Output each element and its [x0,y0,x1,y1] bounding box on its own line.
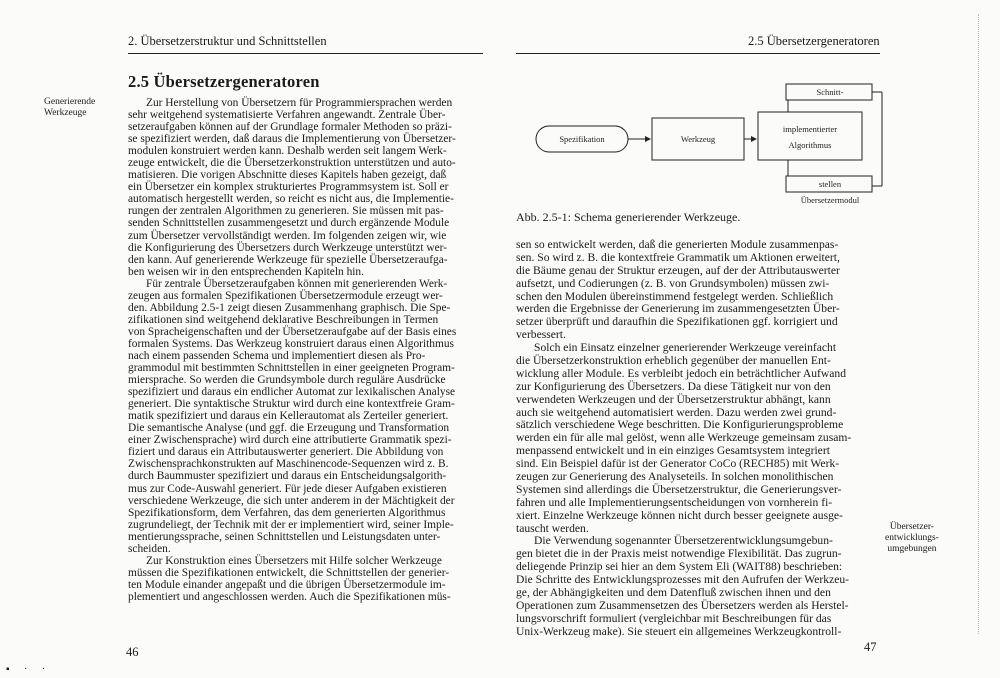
algorithm-label-1: implementierter [782,124,838,134]
text-line: generiert. Die syntaktische Struktur wird durch eine kontextfreie Gram- [128,398,455,411]
text-line: Operationen zum Zusammensetzen des Übersetzers werden als Herstel- [516,598,849,612]
right-running-head: 2.5 Übersetzergeneratoren [748,34,880,48]
text-line: menpassend entwickelt und in ein einziges Gesamtsystem integriert [516,444,830,458]
text-line: plementiert und angeschlossen werden. Auch die Spezifikationen müs- [128,590,451,603]
text-line: xiert. Einzelne Werkzeuge können nicht durch besser geeignete ausge- [516,508,843,522]
text-line: verwendeten Werkzeugen und der Übersetzerstruktur abhängt, kann [516,392,831,406]
spec-label: Spezifikation [559,134,605,144]
left-margin-note [44,97,95,119]
text-line: sätzlich verschiedene Wege beschritten. Die Konfigurierungsprobleme [516,418,844,432]
text-line: Die semantische Analyse (und ggf. die Erzeugung und Transformation [128,422,450,435]
scan-edge-marks: ▪ · · [6,664,52,675]
text-line: sen so entwickelt werden, daß die generierten Module zusammenpas- [516,238,839,251]
text-line: modulen konstruiert werden kann. Deshalb werden seit langem Werk- [128,145,447,158]
text-line: tauscht werden. [516,521,589,535]
text-line: scheiden. [128,542,171,555]
right-header-rule [516,53,880,54]
interface-top-label: Schnitt- [816,87,844,97]
module-label: Übersetzermodul [800,195,860,205]
text-line: rungen der zentralen Algorithmen zu generieren. Sie müssen mit pas- [128,205,444,218]
text-line: fiziert und daraus ein Attributauswerter generiert. Die Abbildung von [128,446,444,459]
algorithm-label-2: Algorithmus [788,140,832,150]
margin-note-line: umgebungen [887,544,937,554]
text-line: spezifiziert und daraus ein endlicher Automat zur lexikalischen Analyse [128,386,456,399]
text-line: gen bietet die in der Praxis meist notwendige Flexibilität. Das zugrun- [516,547,842,561]
text-line: zum Übersetzer vervollständigt werden. Im folgenden zeigen wir, wie [128,229,447,242]
text-line: zeugen zur Generierung des Analyseteils. In solchen monolithischen [516,470,834,484]
tool-schema-diagram [530,78,890,208]
text-line: grammodul mit bestimmten Schnittstellen in einer geeigneten Program- [128,362,455,375]
margin-note-line: entwicklungs- [885,533,939,543]
right-body-text [516,239,851,639]
text-line: zeugen aus formalen Spezifikationen Übersetzermodule erzeugt wer- [128,289,443,302]
text-line: deliegende Prinzip sei hier an dem System Eli (WAIT88) beschrieben: [516,560,843,574]
scan-right-edge [978,14,980,634]
right-margin-note [885,522,939,555]
right-page [500,0,1000,678]
text-line: ein Übersetzer ein komplex strukturiertes Programmsystem ist. Soll er [128,181,449,194]
section-title: 2.5 Übersetzergeneratoren [128,72,320,91]
text-line: sen. So wird z. B. die kontextfreie Grammatik um Aktionen erweitert, [516,250,840,264]
text-line: senden Schnittstellen zusammengesetzt und durch ergänzende Module [128,217,450,230]
text-line: den kann. Auf generierende Werkzeuge für spezielle Übersetzeraufga- [128,253,448,266]
margin-note-line: Werkzeuge [44,108,87,118]
text-line: werden die Ergebnisse der Generierung im zusammengesetzten Über- [516,302,840,316]
text-line: lungsvorschrift formuliert (vergleichbar mit Beschreibungen für das [516,611,832,625]
text-line: auch sie weitgehend automatisiert werden. Dazu werden zwei grund- [516,405,837,419]
text-line: aufsetzt, und Codierungen (z. B. von Grundsymbolen) müssen zwi- [516,276,830,290]
text-line: die Bäume genau der Struktur erzeugen, auf der der Attributauswerter [516,263,840,277]
right-page-number: 47 [864,640,877,654]
text-line: Für zentrale Übersetzeraufgaben können mit generierenden Werk- [146,277,448,290]
text-line: durch Baummuster spezifiziert und daraus ein Entscheidungsalgorith- [128,470,447,483]
text-line: Die Verwendung sogenannter Übersetzerentwicklungsumgebun- [534,534,833,548]
left-page-number: 46 [126,645,139,659]
text-line: werden ein für alle mal gelöst, wenn alle Werkzeuge gemeinsam zusam- [516,431,852,445]
text-line: automatisch hergestellt werden, so reicht es nicht aus, die Implementie- [128,193,454,206]
interface-bottom-label: stellen [818,179,842,189]
text-line: den. Abbildung 2.5-1 zeigt diesen Zusammenhang graphisch. Die Spe- [128,301,451,314]
algorithm-node [758,112,862,160]
text-line: setzer überprüft und daraufhin die Spezifikationen ggf. korrigiert und [516,315,838,329]
text-line: formalen Systems. Das Werkzeug konstruiert daraus einen Algorithmus [128,337,454,350]
text-line: sind. Ein Beispiel dafür ist der Generator CoCo (RECH85) mit Werk- [516,457,840,471]
text-line: matik spezifiziert und daraus ein Kellerautomat als Zerteiler generiert. [128,410,449,423]
text-line: zugrundeliegt, der Technik mit der er implementiert wird, seiner Imple- [128,518,454,531]
text-line: setzeraufgaben können auf der Grundlage formaler Methoden so präzi- [128,121,452,134]
text-line: verschiedene Werkzeuge, die sich unter anderem in der Mächtigkeit der [128,494,455,507]
text-line: die Konfigurierung des Übersetzers durch Werkzeuge unterstützt wer- [128,241,448,254]
text-line: nach einem passenden Schema und implementiert diesen als Pro- [128,349,426,362]
text-line: ben weisen wir in den entsprechenden Kapiteln hin. [128,265,364,278]
margin-note-line: Übersetzer- [889,522,934,532]
text-line: zur Konfigurierung des Übersetzers. Da diese Tätigkeit nur von den [516,379,831,393]
text-line: Die Schritte des Entwicklungsprozesses mit den Aufrufen der Werkzeu- [516,573,850,587]
text-line: se spezifiziert werden, daß daraus die Implementierung von Übersetzer- [128,133,456,146]
text-line: schen den Modulen übereinstimmend festgelegt werden. Schließlich [516,289,834,303]
text-line: Zur Konstruktion eines Übersetzers mit Hilfe solcher Werkzeuge [146,554,442,567]
text-line: matisieren. Die vorigen Abschnitte dieses Kapitels haben gezeigt, daß [128,169,447,182]
text-line: Zwischensprachkonstrukten auf Maschinencode-Sequenzen wird z. B. [128,458,449,471]
text-line: einer Zwischensprache) wird durch eine attributierte Grammatik spezi- [128,434,452,447]
left-body-text [128,97,456,603]
text-line: mus zur Code-Auswahl generiert. Für jede dieser Aufgaben existieren [128,482,447,495]
left-running-head: 2. Übersetzerstruktur und Schnittstellen [128,34,327,48]
text-line: verbessert. [516,328,566,342]
text-line: sehr weitgehend systematisierte Verfahren angewandt. Zentrale Über- [128,109,446,122]
figure-caption: Abb. 2.5-1: Schema generierender Werkzeuge. [516,210,741,224]
text-line: Zur Herstellung von Übersetzern für Programmiersprachen werden [146,97,453,109]
text-line: ten Module einander angepaßt und die übrigen Übersetzermodule im- [128,578,446,591]
text-line: fahren und alle Implementierungsentscheidungen von vornherein fi- [516,495,833,509]
left-header-rule [128,53,483,54]
text-line: Systemen sind allerdings die Übersetzerstruktur, die Generierungsver- [516,482,842,496]
text-line: miersprache. So werden die Grundsymbole durch reguläre Ausdrücke [128,374,446,387]
text-line: wicklung aller Module. Es verbleibt jedoch ein beträchtlicher Aufwand [516,366,846,380]
tool-label: Werkzeug [680,134,716,144]
text-line: müssen die Spezifikationen entwickelt, die Schnittstellen der generier- [128,566,450,579]
text-line: ge, der Abhängigkeiten und dem Datenfluß zwischen ihnen und den [516,586,831,600]
margin-note-line: Generierende [44,97,96,107]
text-line: zifikationen sind weitgehend deklarative Beschreibungen in Termen [128,313,439,326]
text-line: Spezifikationsform, dem Verfahren, das dem generierten Algorithmus [128,506,446,519]
text-line: die Übersetzerkonstruktion erheblich gegenüber der manuellen Ent- [516,354,831,368]
text-line: Solch ein Einsatz einzelner generierender Werkzeuge vereinfacht [534,341,837,355]
text-line: zeuge entwickelt, die die Übersetzerkonstruktion unterstützen und auto- [128,157,456,170]
text-line: Unix-Werkzeug make). Sie steuert ein allgemeines Werkzeugkontroll- [516,624,842,638]
text-line: von Spracheigenschaften und der Übersetzeraufgabe auf der Basis eines [128,325,457,338]
text-line: mentierungssprache, seinen Schnittstellen und Leistungsdaten unter- [128,530,441,543]
